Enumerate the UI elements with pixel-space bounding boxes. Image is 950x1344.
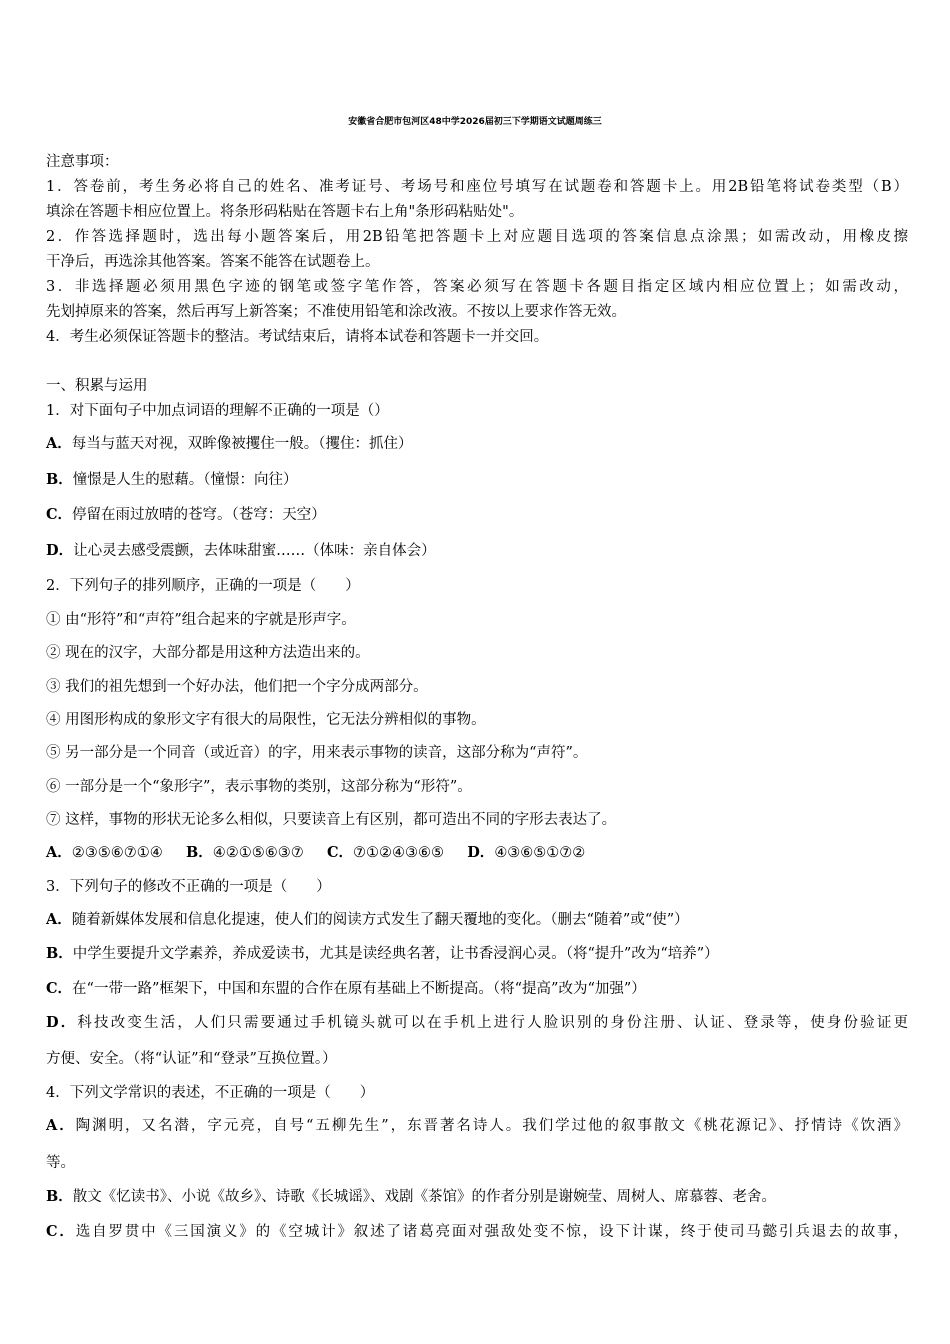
sentence-item: ⑤ 另一部分是一个同音（或近音）的字，用来表示事物的读音，这部分称为“声符”。 xyxy=(46,745,588,761)
notice-heading: 注意事项： xyxy=(46,154,119,170)
question-4-option-a-cont: 等。 xyxy=(46,1155,75,1171)
option-text: 让心灵去感受震颤，去体味甜蜜……（体味：亲自体会） xyxy=(73,543,436,559)
sentence-item: ⑥ 一部分是一个“象形字”，表示事物的类别，这部分称为“形符”。 xyxy=(46,779,472,795)
question-4-option-c xyxy=(46,1222,908,1242)
option-text: 随着新媒体发展和信息化提速，使人们的阅读方式发生了翻天覆地的变化。（删去“随着”或“使”） xyxy=(71,912,689,928)
sentence-item: ④ 用图形构成的象形文字有很大的局限性，它无法分辨相似的事物。 xyxy=(46,712,486,728)
question-2-stem: 2．下列句子的排列顺序，正确的一项是（ ） xyxy=(46,578,360,594)
notice-line: 干净后，再选涂其他答案。答案不能答在试题卷上。 xyxy=(46,254,380,270)
question-4-stem: 4．下列文学常识的表述，不正确的一项是（ ） xyxy=(46,1085,375,1101)
option-letter: C． xyxy=(46,980,73,997)
question-1-option-d xyxy=(46,541,908,561)
option-text: ⑦①②④③⑥⑤ xyxy=(353,845,445,861)
section-heading: 一、积累与运用 xyxy=(46,378,148,394)
option-text: ④②①⑤⑥③⑦ xyxy=(212,845,304,861)
page-title: 安徽省合肥市包河区48中学2026届初三下学期语文试题周练三 xyxy=(348,117,602,127)
question-4-option-a xyxy=(46,1116,908,1136)
option-letter: D． xyxy=(46,542,74,559)
question-1-stem: 1．对下面句子中加点词语的理解不正确的一项是（） xyxy=(46,403,389,419)
option-text: 科技改变生活，人们只需要通过手机镜头就可以在手机上进行人脸识别的身份注册、认证、登录等，使身份验证更 xyxy=(77,1015,908,1031)
option-letter: B． xyxy=(185,844,213,861)
option-letter: B． xyxy=(46,471,73,488)
sentence-item: ⑦ 这样，事物的形状无论多么相似，只要读音上有区别，都可造出不同的字形去表达了。 xyxy=(46,812,617,828)
option-letter: B． xyxy=(46,1188,73,1205)
option-text: 停留在雨过放晴的苍穹。（苍穹：天空） xyxy=(72,507,326,523)
question-4-option-b xyxy=(46,1187,908,1207)
sentence-item: ③ 我们的祖先想到一个好办法，他们把一个字分成两部分。 xyxy=(46,679,428,695)
notice-line: 1．答卷前，考生务必将自己的姓名、准考证号、考场号和座位号填写在试题卷和答题卡上。用2B铅笔将试卷类型（B） xyxy=(46,179,908,195)
notice-line: 4．考生必须保证答题卡的整洁。考试结束后，请将本试卷和答题卡一并交回。 xyxy=(46,329,549,345)
option-text: 陶渊明，又名潜，字元亮，自号“五柳先生”，东晋著名诗人。我们学过他的叙事散文《桃花源记》、抒情诗《饮酒》 xyxy=(75,1118,908,1134)
question-3-option-d-cont: 方便、安全。（将“认证”和“登录”互换位置。） xyxy=(46,1051,337,1067)
option-text: 憧憬是人生的慰藉。（憧憬：向往） xyxy=(72,472,298,488)
question-3-option-d xyxy=(46,1013,908,1033)
option-letter: A． xyxy=(46,435,72,452)
option-letter: A． xyxy=(46,844,72,861)
option-letter: C． xyxy=(326,844,354,861)
option-text: ④③⑥⑤①⑦② xyxy=(494,845,586,861)
option-letter: D． xyxy=(46,1014,78,1031)
sentence-item: ② 现在的汉字，大部分都是用这种方法造出来的。 xyxy=(46,645,370,661)
option-text: 在“一带一路”框架下，中国和东盟的合作在原有基础上不断提高。（将“提高”改为“加强”） xyxy=(72,981,646,997)
option-letter: A． xyxy=(46,1117,76,1134)
question-3-option-a xyxy=(46,910,908,930)
option-letter: B． xyxy=(46,945,73,962)
question-3-option-b xyxy=(46,944,908,964)
question-3-stem: 3．下列句子的修改不正确的一项是（ ） xyxy=(46,879,331,895)
option-text: 每当与蓝天对视，双眸像被攫住一般。（攫住：抓住） xyxy=(71,436,413,452)
option-text: 选自罗贯中《三国演义》的《空城计》叙述了诸葛亮面对强敌处变不惊，设下计谋，终于使司马懿引兵退去的故事， xyxy=(75,1224,909,1240)
sentence-item: ① 由“形符”和“声符”组合起来的字就是形声字。 xyxy=(46,612,356,628)
question-1-option-a xyxy=(46,434,908,454)
option-letter: A． xyxy=(46,911,72,928)
notice-line: 2．作答选择题时，选出每小题答案后，用2B铅笔把答题卡上对应题目选项的答案信息点涂黑；如需改动，用橡皮擦 xyxy=(46,229,908,245)
question-1-option-c xyxy=(46,505,908,525)
notice-line: 3．非选择题必须用黑色字迹的钢笔或签字笔作答，答案必须写在答题卡各题目指定区域内相应位置上；如需改动， xyxy=(46,279,908,295)
option-text: 散文《忆读书》、小说《故乡》、诗歌《长城谣》、戏剧《茶馆》的作者分别是谢婉莹、周树人、席慕蓉、老舍。 xyxy=(72,1189,777,1205)
option-letter: C． xyxy=(46,1223,76,1240)
option-text: ②③⑤⑥⑦①④ xyxy=(71,845,163,861)
notice-line: 先划掉原来的答案，然后再写上新答案；不准使用铅笔和涂改液。不按以上要求作答无效。 xyxy=(46,304,626,320)
question-1-option-b xyxy=(46,470,908,490)
option-letter: D． xyxy=(467,844,495,861)
question-3-option-c xyxy=(46,979,908,999)
option-text: 中学生要提升文学素养，养成爱读书，尤其是读经典名著，让书香浸润心灵。（将“提升”改为“培养”） xyxy=(72,946,719,962)
option-letter: C． xyxy=(46,506,73,523)
question-2-choices xyxy=(46,843,908,863)
notice-line: 填涂在答题卡相应位置上。将条形码粘贴在答题卡右上角"条形码粘贴处"。 xyxy=(46,204,524,220)
